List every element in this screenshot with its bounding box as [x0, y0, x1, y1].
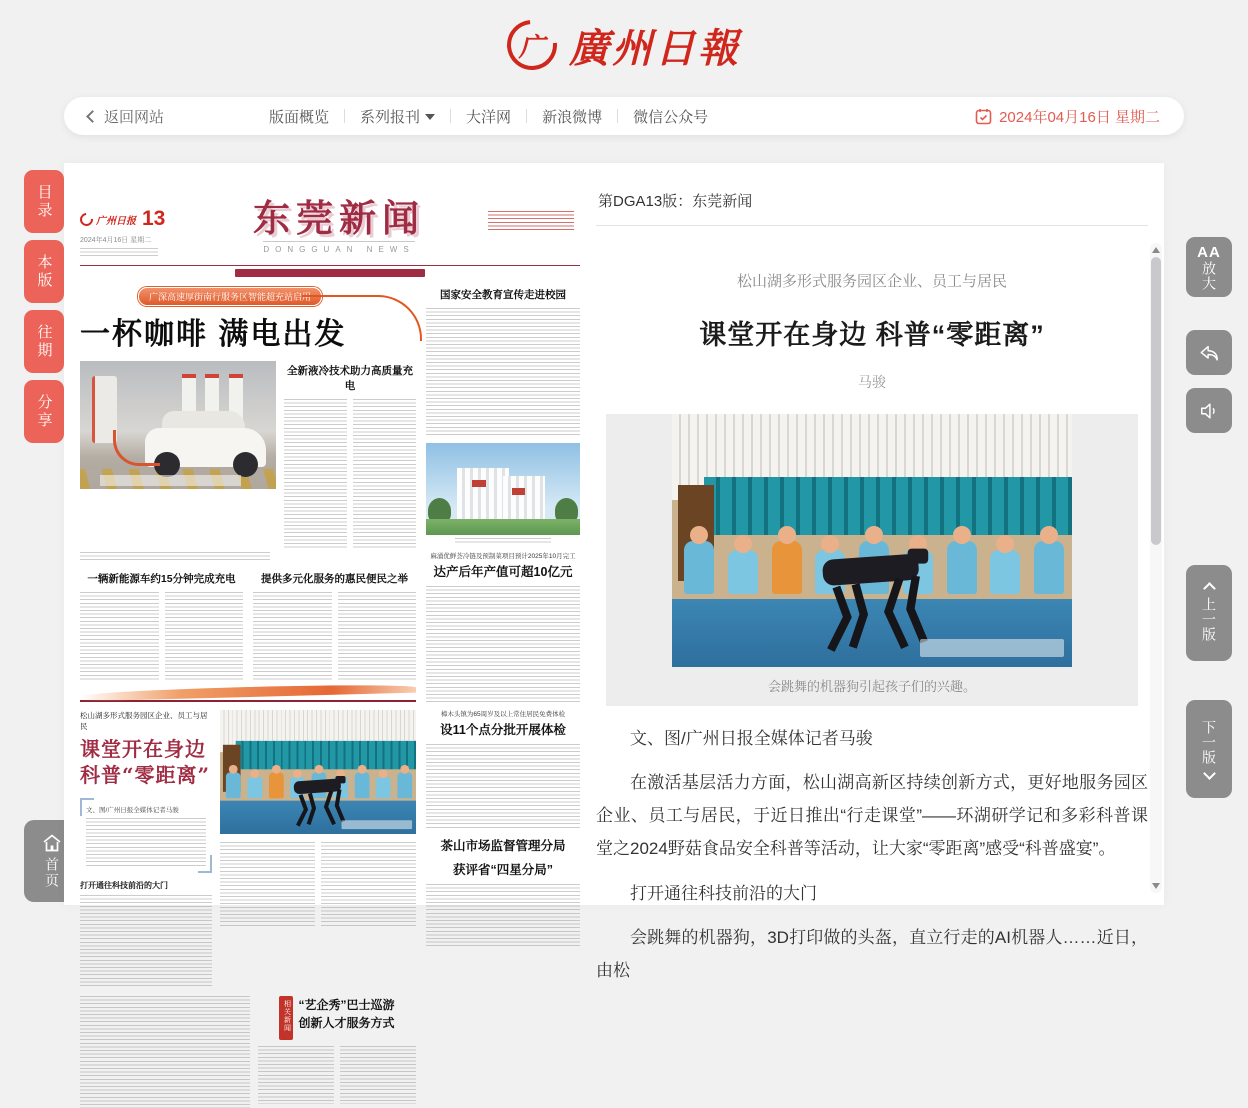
paper-bottom-article	[258, 996, 416, 1108]
issue-date	[975, 106, 1160, 127]
paper-feature-photo-wrap	[220, 710, 416, 987]
nav-separator	[526, 109, 527, 123]
paper-headline: 茶山市场监督管理分局	[440, 839, 566, 853]
issue-date-text: 2024年04月16日 星期二	[999, 108, 1160, 126]
article-title: 课堂开在身边 科普“零距离”	[699, 320, 1045, 350]
scene-child	[247, 776, 262, 798]
paper-body	[80, 285, 580, 1108]
article-paragraph: 打开通往科技前沿的大门	[630, 883, 817, 903]
speaker-icon	[1198, 401, 1220, 421]
content-card	[64, 163, 1164, 1032]
scene-photo-caption-chip	[920, 639, 1064, 657]
paper-subhead: 一辆新能源车约15分钟完成充电	[87, 573, 236, 585]
newsprint-text	[253, 592, 332, 680]
chevron-up-icon	[1203, 582, 1216, 595]
scrollbar-down-arrow[interactable]	[1152, 883, 1160, 889]
paper-lead-row2	[80, 569, 416, 680]
article-photo-box	[606, 414, 1138, 706]
sidebar-item-label: 本版	[35, 253, 53, 290]
zoom-button[interactable]	[1186, 237, 1232, 297]
newsprint-text	[426, 586, 580, 702]
paper-kicker: 麻涌优鲜荟冷链及预制菜项目预计2025年10月完工	[430, 553, 576, 560]
article-kicker: 松山湖多形式服务园区企业、员工与居民	[736, 273, 1007, 290]
paper-bottom-headlines	[298, 996, 394, 1040]
zoom-label: 放大	[1201, 260, 1217, 291]
paper-lead-tag: 广深高速厚街南行服务区智能超充站启用	[138, 287, 322, 306]
paper-headline: 设11个点分批开展体检	[440, 723, 566, 737]
article-author: 马骏	[858, 374, 886, 390]
scene-photo-caption-chip	[100, 475, 241, 487]
back-label: 返回网站	[104, 108, 165, 126]
nav-link-overview[interactable]: 版面概览	[269, 108, 330, 126]
home-label: 首页	[44, 856, 60, 889]
sidebar-item-label: 目录	[35, 183, 53, 220]
paper-headline: 达产后年产值可超10亿元	[433, 565, 573, 579]
related-news-tag: 相关新闻	[279, 996, 293, 1040]
next-page-label: 下一版	[1201, 720, 1217, 765]
article-paragraph: 文、图/广州日报全媒体记者马骏	[630, 729, 873, 748]
paper-subhead: 提供多元化服务的惠民便民之举	[261, 573, 408, 585]
ev-charging-photo	[80, 361, 276, 489]
newsprint-text	[426, 884, 580, 946]
nav-separator	[617, 109, 618, 123]
paper-headline: 国家安全教育宣传走进校园	[440, 289, 566, 301]
paper-feature-byline: 文、图/广州日报全媒体记者马骏	[86, 807, 179, 814]
scene-building	[503, 476, 545, 519]
prev-page-button[interactable]	[1186, 565, 1232, 661]
article-photo-caption: 会跳舞的机器狗引起孩子们的兴趣。	[767, 679, 976, 694]
next-page-button[interactable]	[1186, 700, 1232, 798]
navbar	[64, 97, 1184, 135]
paper-masthead-left	[80, 193, 190, 258]
newsprint-columns	[253, 592, 416, 680]
nav-link-wechat[interactable]: 微信公众号	[633, 108, 709, 126]
newsprint-text	[426, 744, 580, 828]
paper-lead-col	[253, 569, 416, 680]
newsprint-text	[455, 538, 551, 544]
newsprint-text	[426, 308, 580, 436]
prev-page-label: 上一版	[1201, 597, 1217, 642]
scene-child	[226, 772, 241, 798]
paper-lead-headline: 一杯咖啡 满电出发	[80, 318, 347, 351]
paper-feature-headline: 课堂开在身边	[80, 737, 206, 761]
newsprint-text	[220, 842, 315, 928]
paper-lead-row	[80, 361, 416, 549]
paper-subhead: 全新液冷技术助力高质量充电	[287, 365, 413, 392]
paper-logo-mark-icon	[77, 210, 95, 228]
share-button[interactable]	[1186, 330, 1232, 375]
scene-building-sign	[512, 488, 524, 494]
article-scrollbar[interactable]	[1150, 243, 1162, 893]
paper-masthead-center	[253, 193, 425, 257]
article-paragraph: 在激活基层活力方面，松山湖高新区持续创新方式，更好地服务园区企业、员工与居民，于近日推出“行走课堂”——环湖研学记和多彩科普课堂之2024野菇食品安全科普等活动，让大家“零距离”感受“科普盛宴”。	[596, 773, 1148, 859]
sidebar-item-label: 分享	[35, 393, 53, 430]
paper-lead-side	[284, 361, 416, 549]
nav-separator	[344, 109, 345, 123]
site-logo	[0, 12, 1248, 78]
sidebar-item-label: 往期	[35, 323, 53, 360]
newsprint-text	[353, 399, 416, 549]
building-photo	[426, 443, 580, 535]
paper-bottom-row	[80, 996, 416, 1108]
paper-editor-bar	[235, 269, 425, 277]
newsprint-columns	[80, 592, 243, 680]
paper-feature-article[interactable]	[80, 710, 416, 987]
paper-date: 2024年4月16日 星期二	[80, 237, 152, 244]
paper-swoosh-line	[302, 295, 422, 341]
scrollbar-up-arrow[interactable]	[1152, 247, 1160, 253]
scrollbar-thumb[interactable]	[1151, 257, 1161, 545]
sidebar-item-share[interactable]	[24, 380, 64, 443]
paper-lead-col	[80, 569, 243, 680]
scene-grass	[426, 519, 580, 535]
paper-section-subtitle: DONGGUAN NEWS	[263, 241, 414, 254]
newsprint-text	[80, 996, 250, 1108]
paper-masthead	[80, 193, 580, 263]
newsprint-columns	[220, 842, 416, 928]
scene-photo-caption-chip	[342, 820, 413, 829]
newsprint-text	[165, 592, 244, 680]
paper-feature-kicker: 松山湖多形式服务园区企业、员工与居民	[80, 711, 208, 731]
paper-headline: “艺企秀”巴士巡游	[298, 998, 395, 1012]
nav-link-dayoo[interactable]: 大洋网	[466, 108, 512, 126]
scene-building-sign	[472, 480, 486, 487]
nav-link-series[interactable]	[360, 106, 435, 127]
scene-child	[684, 541, 714, 594]
scene-charging-cable	[113, 430, 160, 466]
brand-mark-glyph: 广	[518, 32, 546, 63]
newsprint-text	[80, 895, 212, 987]
paper-feature-quote	[80, 798, 212, 873]
paper-feature-headline: 科普“零距离”	[80, 763, 211, 787]
scene-child	[397, 772, 412, 798]
newsprint-text	[488, 211, 574, 231]
paper-kicker: 樟木头镇为65周岁及以上常住居民免费体检	[440, 711, 566, 718]
sidebar-item-catalog[interactable]	[24, 170, 64, 233]
paper-main-column	[80, 285, 416, 1108]
paper-rule	[80, 265, 580, 266]
paper-rule	[80, 700, 416, 702]
nav-link-weibo[interactable]: 新浪微博	[542, 108, 603, 126]
back-chevron-icon	[86, 110, 99, 123]
dropdown-arrow-icon	[425, 114, 435, 120]
zoom-aa-label: AA	[1197, 243, 1221, 261]
sidebar-item-this-page[interactable]	[24, 240, 64, 303]
newsprint-columns	[284, 399, 416, 549]
newsprint-text	[80, 248, 158, 258]
audio-button[interactable]	[1186, 388, 1232, 433]
newsprint-text	[86, 818, 206, 866]
newsprint-text	[338, 592, 417, 680]
newspaper-page[interactable]	[80, 193, 580, 1032]
scene	[672, 414, 1072, 667]
paper-subhead: 打开通往科技前沿的大门	[80, 881, 168, 890]
newsprint-text	[80, 592, 159, 680]
site-logo-text: 廣州日報	[569, 24, 741, 72]
article-photo	[672, 414, 1072, 667]
paper-section-title: 东莞新闻	[253, 196, 425, 240]
calendar-icon	[975, 108, 992, 125]
scene-child	[728, 550, 758, 594]
newsprint-text	[80, 552, 270, 560]
nav-links	[269, 106, 708, 127]
newsprint-text	[258, 1046, 334, 1104]
scene-child	[1034, 541, 1064, 594]
paper-logo	[80, 207, 190, 231]
paper-lead-tagrow	[80, 287, 416, 303]
share-arrow-icon	[1198, 343, 1220, 363]
paper-logo-text: 广州日报	[96, 215, 136, 227]
paper-headline: 创新人才服务方式	[298, 1016, 395, 1030]
scene-child	[990, 550, 1020, 594]
panel-title: 第DGA13版：东莞新闻	[598, 193, 753, 210]
home-icon	[42, 834, 62, 852]
newsprint-text	[284, 399, 347, 549]
nav-link-series-label: 系列报刊	[360, 108, 421, 126]
kids-robot-photo-small	[220, 710, 416, 835]
paper-feature-left	[80, 710, 212, 987]
paper-right-rail	[426, 285, 580, 1108]
paper-orange-wave	[80, 683, 416, 702]
newsprint-text	[340, 1046, 416, 1104]
newsprint-columns	[258, 1046, 416, 1104]
paper-masthead-right	[488, 193, 580, 231]
scene-building	[457, 468, 509, 520]
paper-headline: 获评省“四星分局”	[452, 863, 553, 877]
nav-separator	[450, 109, 451, 123]
article-panel	[596, 163, 1152, 980]
article-scroll-area[interactable]	[596, 226, 1148, 980]
scene	[220, 710, 416, 834]
scene-child	[376, 776, 391, 798]
brand-mark-icon	[497, 10, 567, 80]
article-body	[596, 722, 1148, 987]
back-to-site-link[interactable]	[88, 106, 164, 127]
newsprint-text	[321, 842, 416, 928]
sidebar-item-past-issues[interactable]	[24, 310, 64, 373]
chevron-down-icon	[1203, 767, 1216, 780]
article-paragraph: 会跳舞的机器狗，3D打印做的头盔，直立行走的AI机器人……近日，由松	[596, 927, 1148, 980]
paper-bottom-headline-row	[258, 996, 416, 1040]
paper-page-number: 13	[142, 207, 166, 230]
